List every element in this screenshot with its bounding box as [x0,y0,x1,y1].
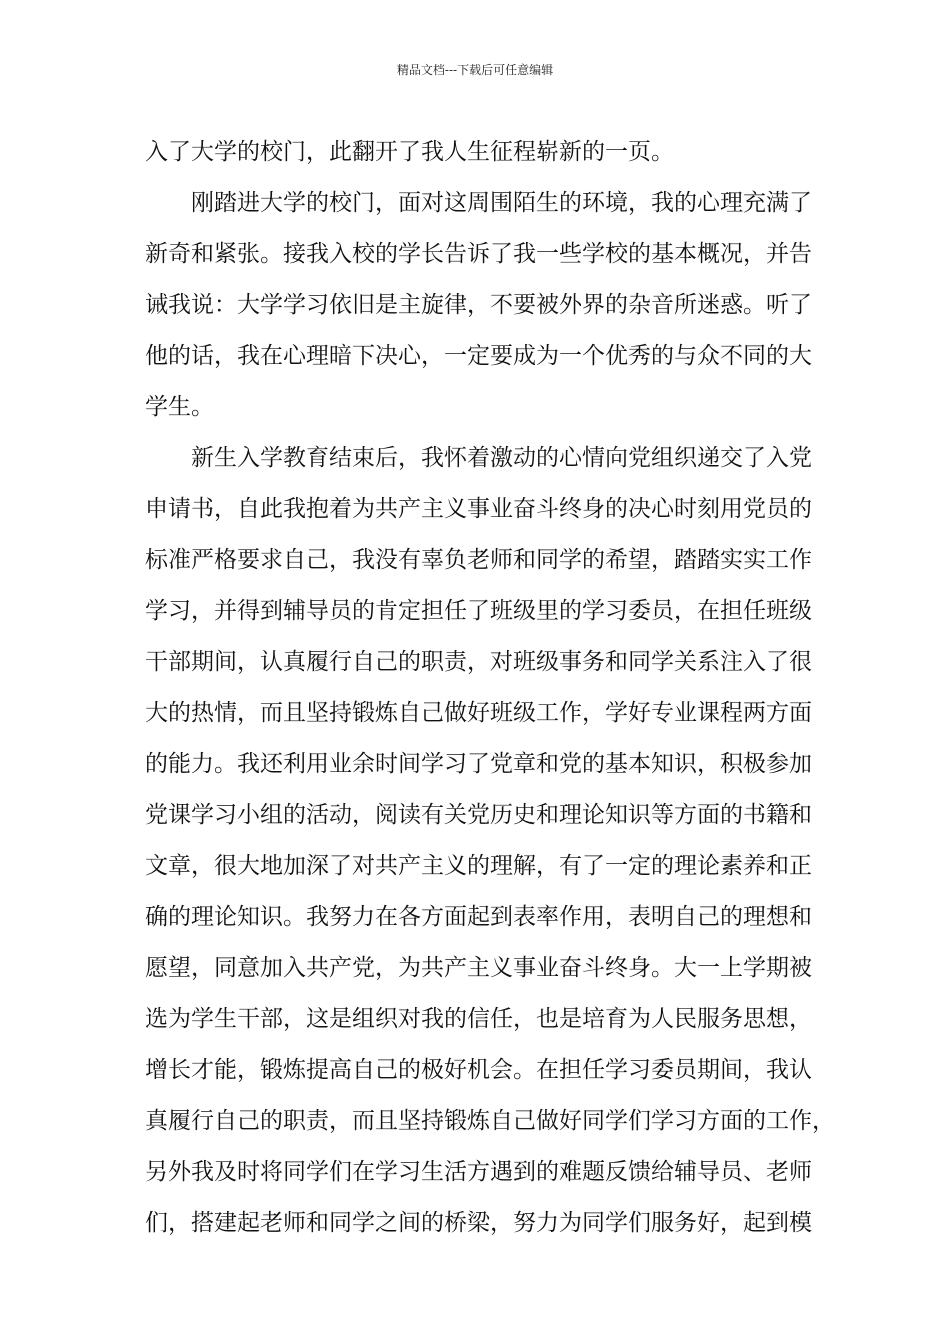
text-line: 的能力。我还利用业余时间学习了党章和党的基本知识，积极参加 [145,751,812,777]
text-line: 增长才能，锻炼提高自己的极好机会。在担任学习委员期间，我认 [145,1057,812,1083]
text-line: 们，搭建起老师和同学之间的桥梁，努力为同学们服务好，起到模 [145,1210,812,1236]
text-line: 文章，很大地加深了对共产主义的理解，有了一定的理论素养和正 [145,853,812,879]
text-line: 诫我说：大学学习依旧是主旋律，不要被外界的杂音所迷惑。听了 [145,292,812,318]
paragraph-start-line: 新生入学教育结束后，我怀着激动的心情向党组织递交了入党 [191,445,812,471]
page-header: 精品文档---下载后可任意编辑 [396,63,554,77]
text-line: 大的热情，而且坚持锻炼自己做好班级工作，学好专业课程两方面 [145,700,812,726]
text-line: 入了大学的校门，此翻开了我人生征程崭新的一页。 [145,139,674,165]
text-line: 选为学生干部，这是组织对我的信任，也是培育为人民服务思想， [145,1006,812,1032]
text-line: 干部期间，认真履行自己的职责，对班级事务和同学关系注入了很 [145,649,812,675]
text-line: 标准严格要求自己，我没有辜负老师和同学的希望，踏踏实实工作 [145,547,812,573]
text-line: 新奇和紧张。接我入校的学长告诉了我一些学校的基本概况，并告 [145,241,812,267]
text-line: 党课学习小组的活动，阅读有关党历史和理论知识等方面的书籍和 [145,802,812,828]
text-line: 申请书，自此我抱着为共产主义事业奋斗终身的决心时刻用党员的 [145,496,812,522]
paragraph-start-line: 刚踏进大学的校门，面对这周围陌生的环境，我的心理充满了 [191,190,812,216]
text-line: 另外我及时将同学们在学习生活方遇到的难题反馈给辅导员、老师 [145,1159,812,1185]
text-line: 真履行自己的职责，而且坚持锻炼自己做好同学们学习方面的工作， [145,1108,835,1134]
text-line: 确的理论知识。我努力在各方面起到表率作用，表明自己的理想和 [145,904,812,930]
text-line: 愿望，同意加入共产党，为共产主义事业奋斗终身。大一上学期被 [145,955,812,981]
text-line: 他的话，我在心理暗下决心，一定要成为一个优秀的与众不同的大 [145,343,812,369]
text-line: 学生。 [145,394,214,420]
text-line: 学习，并得到辅导员的肯定担任了班级里的学习委员，在担任班级 [145,598,812,624]
document-body [145,127,835,1249]
